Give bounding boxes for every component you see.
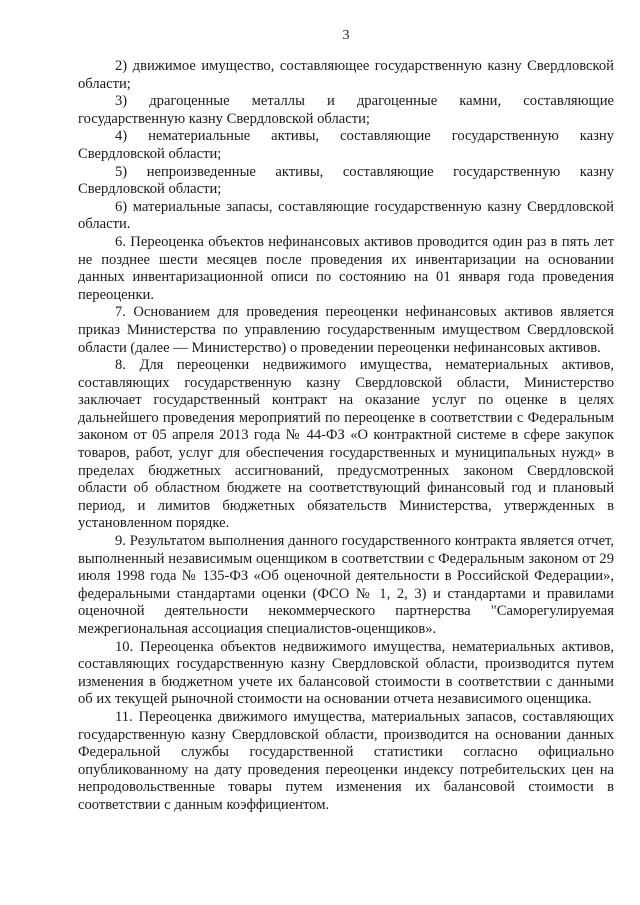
page-number: 3 xyxy=(342,28,350,43)
paragraph-11: 11. Переоценка движимого имущества, материальных запасов, составляющих государственную казну Свердловской области, производится на основании данных Федеральной службы государственной статистики согласно официально опубликованному на дату проведения переоценки индексу потребительских цен на непродовольственные товары путем изменения их балансовой стоимости в соответствии с данным коэффициентом. xyxy=(78,708,614,813)
list-item-intangible-assets: 4) нематериальные активы, составляющие государственную казну Свердловской области; xyxy=(78,128,614,162)
paragraph-10: 10. Переоценка объектов недвижимого имущества, нематериальных активов, составляющих государственную казну Свердловской области, производится путем изменения в бюджетном учете их балансовой стоимости в соответствии с данными об их текущей рыночной стоимости на основании отчета независимого оценщика. xyxy=(78,638,614,708)
paragraph-6: 6. Переоценка объектов нефинансовых активов проводится один раз в пять лет не позднее шести месяцев после проведения их инвентаризации на основании данных инвентаризационной описи по состоянию на 01 января года проведения переоценки. xyxy=(78,233,614,303)
list-item-non-produced-assets: 5) непроизведенные активы, составляющие государственную казну Свердловской области; xyxy=(78,163,614,198)
list-item-material-reserves: 6) материальные запасы, составляющие государственную казну Свердловской области. xyxy=(78,198,614,233)
list-item-precious-metals: 3) драгоценные металлы и драгоценные камни, составляющие государственную казну Свердловской области; xyxy=(78,93,614,127)
list-item-movable-property: 2) движимое имущество, составляющее государственную казну Свердловской области; xyxy=(78,58,614,92)
paragraph-7: 7. Основанием для проведения переоценки нефинансовых активов является приказ Министерства по управлению государственным имуществом Свердловской области (далее — Министерство) о проведении переоценки нефинансовых активов. xyxy=(78,304,614,356)
paragraph-9: 9. Результатом выполнения данного государственного контракта является отчет, выполненный независимым оценщиком в соответствии с Федеральным законом от 29 июля 1998 года № 135-ФЗ «Об оценочной деятельности в Российской Федерации», федеральными стандартами оценки (ФСО № 1, 2, 3) и стандартами и правилами оценочной деятельности некоммерческого партнерства "Саморегулируемая межрегиональная ассоциация специалистов-оценщиков». xyxy=(78,533,614,637)
paragraph-8: 8. Для переоценки недвижимого имущества, нематериальных активов, составляющих государственную казну Свердловской области, Министерство заключает государственный контракт на оказание услуг по оценке в целях дальнейшего проведения мероприятий по переоценке в соответствии с Федеральным законом от 05 апреля 2013 года № 44-ФЗ «О контрактной системе в сфере закупок товаров, работ, услуг для обеспечения государственных и муниципальных нужд» в пределах бюджетных ассигнований, предусмотренных законом Свердловской области об областном бюджете на соответствующий финансовый год и плановый период, и лимитов бюджетных обязательств Министерства, утвержденных в установленном порядке. xyxy=(78,357,614,532)
document-body xyxy=(78,58,614,815)
